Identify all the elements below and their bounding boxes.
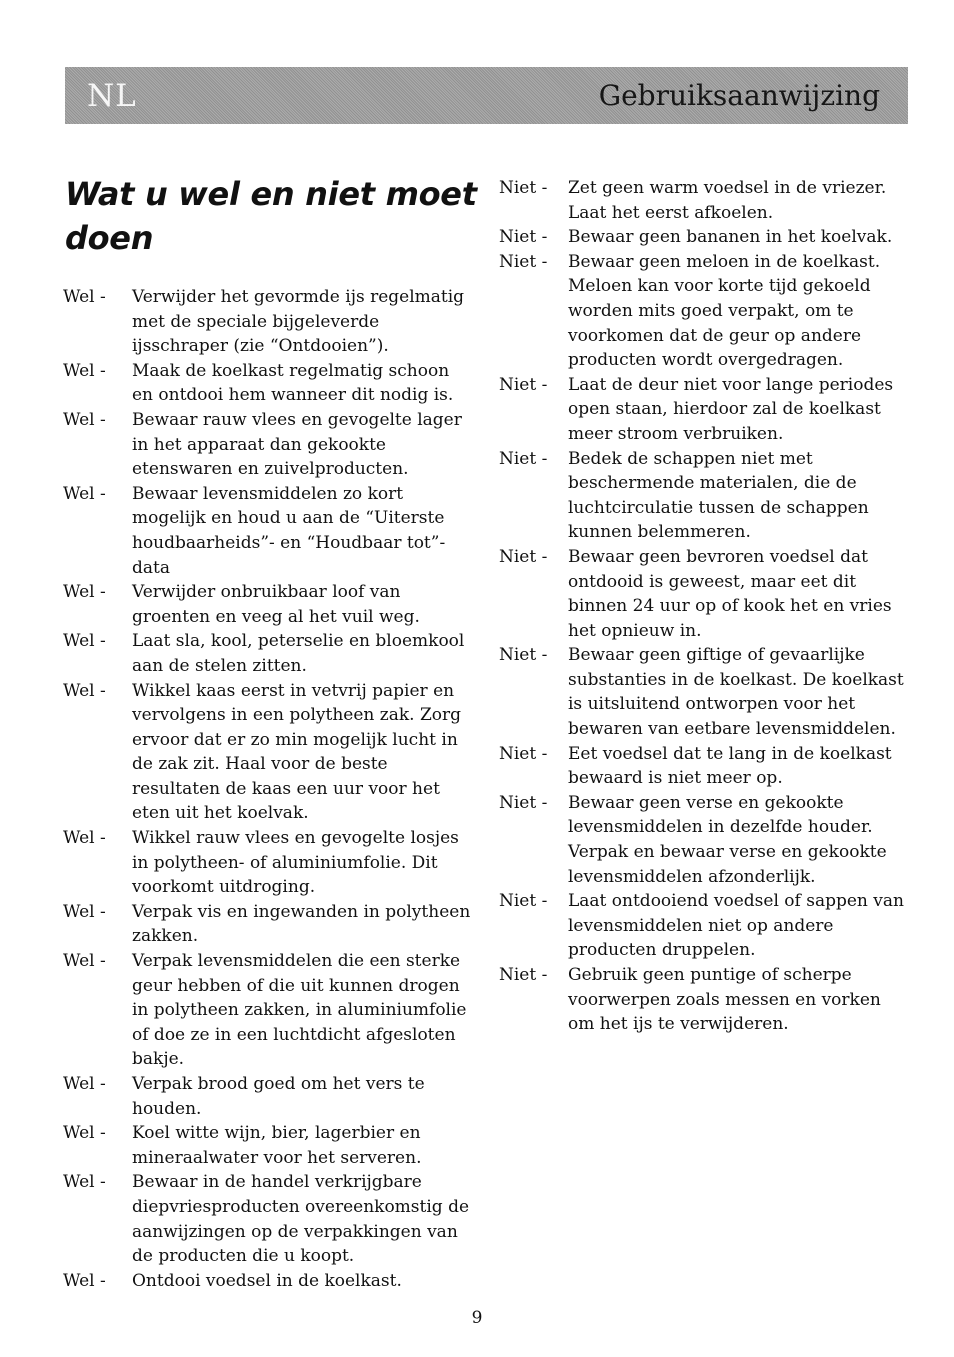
do-item (63, 679, 473, 827)
do-item (63, 482, 473, 580)
dont-item (499, 643, 909, 741)
do-item-tag: Wel - (63, 360, 106, 381)
do-item (63, 359, 473, 408)
dont-item (499, 225, 909, 250)
dont-item-tag: Niet - (499, 227, 548, 248)
do-item-tag: Wel - (63, 828, 106, 849)
dont-item (499, 250, 909, 373)
do-item (63, 1072, 473, 1121)
do-item-text: Verwijder het gevormde ijs regelmatig met de speciale bijgeleverde ijsschraper (zie “Ontdooien”). (132, 287, 465, 357)
dont-item-tag: Niet - (499, 645, 548, 666)
do-item-text: Wikkel kaas eerst in vetvrij papier en vervolgens in een polytheen zak. Zorg ervoor dat er zo min mogelijk lucht in de zak zit. Haal voor de beste resultaten de kaas een uur voor het eten uit het koelvak. (132, 680, 462, 824)
dont-item-text: Bewaar geen meloen in de koelkast. Meloen kan voor korte tijd gekoeld worden mits goed verpakt, om te voorkomen dat de geur op andere producten wordt overgedragen. (568, 251, 881, 371)
do-item-text: Bewaar in de handel verkrijgbare diepvriesproducten overeenkomstig de aanwijzingen op de verpakkingen van de producten die u koopt. (132, 1172, 470, 1267)
do-item-tag: Wel - (63, 1270, 106, 1291)
do-item-tag: Wel - (63, 287, 106, 307)
dont-item (499, 176, 909, 225)
dont-item-tag: Niet - (499, 743, 548, 764)
do-item-text: Bewaar rauw vlees en gevogelte lager in het apparaat dan gekookte etenswaren en zuivelproducten. (132, 409, 462, 480)
do-item (63, 900, 473, 949)
do-item-text: Laat sla, kool, peterselie en bloemkool aan de stelen zitten. (132, 631, 465, 676)
do-list (63, 285, 473, 1293)
dont-item-text: Bewaar geen bananen in het koelvak. (568, 227, 893, 248)
dont-item-text: Laat de deur niet voor lange periodes open staan, hierdoor zal de koelkast meer stroom verbruiken. (568, 374, 894, 444)
do-item-tag: Wel - (63, 409, 106, 430)
do-item (63, 949, 473, 1072)
do-item (63, 1269, 473, 1294)
dont-item-text: Bewaar geen giftige of gevaarlijke substanties in de koelkast. De koelkast is uitsluitend ontworpen voor het bewaren van eetbare levensmiddelen. (568, 645, 904, 740)
dont-item (499, 447, 909, 545)
do-item (63, 629, 473, 678)
dont-item (499, 742, 909, 791)
dont-item-tag: Niet - (499, 178, 548, 198)
do-item-tag: Wel - (63, 1123, 106, 1144)
language-code: NL (87, 77, 137, 114)
do-item (63, 1170, 473, 1268)
do-item (63, 826, 473, 900)
do-item (63, 580, 473, 629)
do-item-text: Ontdooi voedsel in de koelkast. (132, 1270, 402, 1291)
dont-item (499, 373, 909, 447)
do-item-tag: Wel - (63, 631, 106, 652)
dont-item (499, 791, 909, 889)
do-item-tag: Wel - (63, 1074, 106, 1094)
dont-item (499, 963, 909, 1037)
dont-item-text: Bedek de schappen niet met beschermende materialen, die de luchtcirculatie tussen de schappen kunnen belemmeren. (568, 448, 869, 543)
page-number: 9 (471, 1308, 483, 1328)
dont-list (499, 176, 909, 1037)
dont-item-tag: Niet - (499, 374, 548, 395)
do-item-text: Maak de koelkast regelmatig schoon en ontdooi hem wanneer dit nodig is. (132, 360, 454, 406)
dont-item-tag: Niet - (499, 448, 548, 469)
dont-item-text: Zet geen warm voedsel in de vriezer. Laat het eerst afkoelen. (568, 178, 887, 223)
dont-item-text: Bewaar geen bevroren voedsel dat ontdooid is geweest, maar eet dit binnen 24 uur op of kook het en vries het opnieuw in. (568, 546, 892, 641)
header-band (65, 67, 908, 124)
do-item (63, 408, 473, 482)
do-item-tag: Wel - (63, 901, 106, 922)
do-item-tag: Wel - (63, 483, 106, 504)
do-item-text: Verpak levensmiddelen die een sterke geur hebben of die uit kunnen drogen in polytheen zakken, in aluminiumfolie of doe ze in een luchtdicht afgesloten bakje. (132, 951, 467, 1070)
dont-item-text: Bewaar geen verse en gekookte levensmiddelen in dezelfde houder. Verpak en bewaar verse en gekookte levensmiddelen afzonderlijk. (568, 792, 887, 887)
do-item-text: Verwijder onbruikbaar loof van groenten en veeg al het vuil weg. (132, 582, 420, 627)
document-type-title: Gebruiksaanwijzing (598, 79, 880, 112)
do-item-tag: Wel - (63, 1172, 106, 1193)
do-item-tag: Wel - (63, 951, 106, 972)
section-title: Wat u wel en niet moet doen (65, 175, 477, 257)
dont-item (499, 545, 909, 643)
dont-item-tag: Niet - (499, 965, 548, 985)
do-item-tag: Wel - (63, 582, 106, 603)
dont-item-text: Laat ontdooiend voedsel of sappen van levensmiddelen niet op andere producten druppelen. (568, 891, 904, 961)
dont-item-text: Eet voedsel dat te lang in de koelkast bewaard is niet meer op. (568, 743, 892, 789)
do-item-text: Bewaar levensmiddelen zo kort mogelijk en houd u aan de “Uiterste houdbaarheids”- en “Houdbaar tot”- data (132, 483, 446, 578)
dont-item-tag: Niet - (499, 891, 548, 912)
do-item (63, 285, 473, 359)
dont-item-text: Gebruik geen puntige of scherpe voorwerpen zoals messen en vorken om het ijs te verwijderen. (568, 965, 881, 1035)
do-item (63, 1121, 473, 1170)
dont-item (499, 889, 909, 963)
do-item-text: Wikkel rauw vlees en gevogelte losjes in polytheen- of aluminiumfolie. Dit voorkomt uitdroging. (132, 828, 459, 898)
do-item-text: Koel witte wijn, bier, lagerbier en mineraalwater voor het serveren. (132, 1123, 422, 1168)
dont-item-tag: Niet - (499, 792, 548, 813)
dont-item-tag: Niet - (499, 546, 548, 567)
do-item-text: Verpak brood goed om het vers te houden. (132, 1074, 425, 1119)
do-item-text: Verpak vis en ingewanden in polytheen zakken. (132, 901, 471, 947)
dont-item-tag: Niet - (499, 251, 548, 272)
do-item-tag: Wel - (63, 680, 106, 701)
